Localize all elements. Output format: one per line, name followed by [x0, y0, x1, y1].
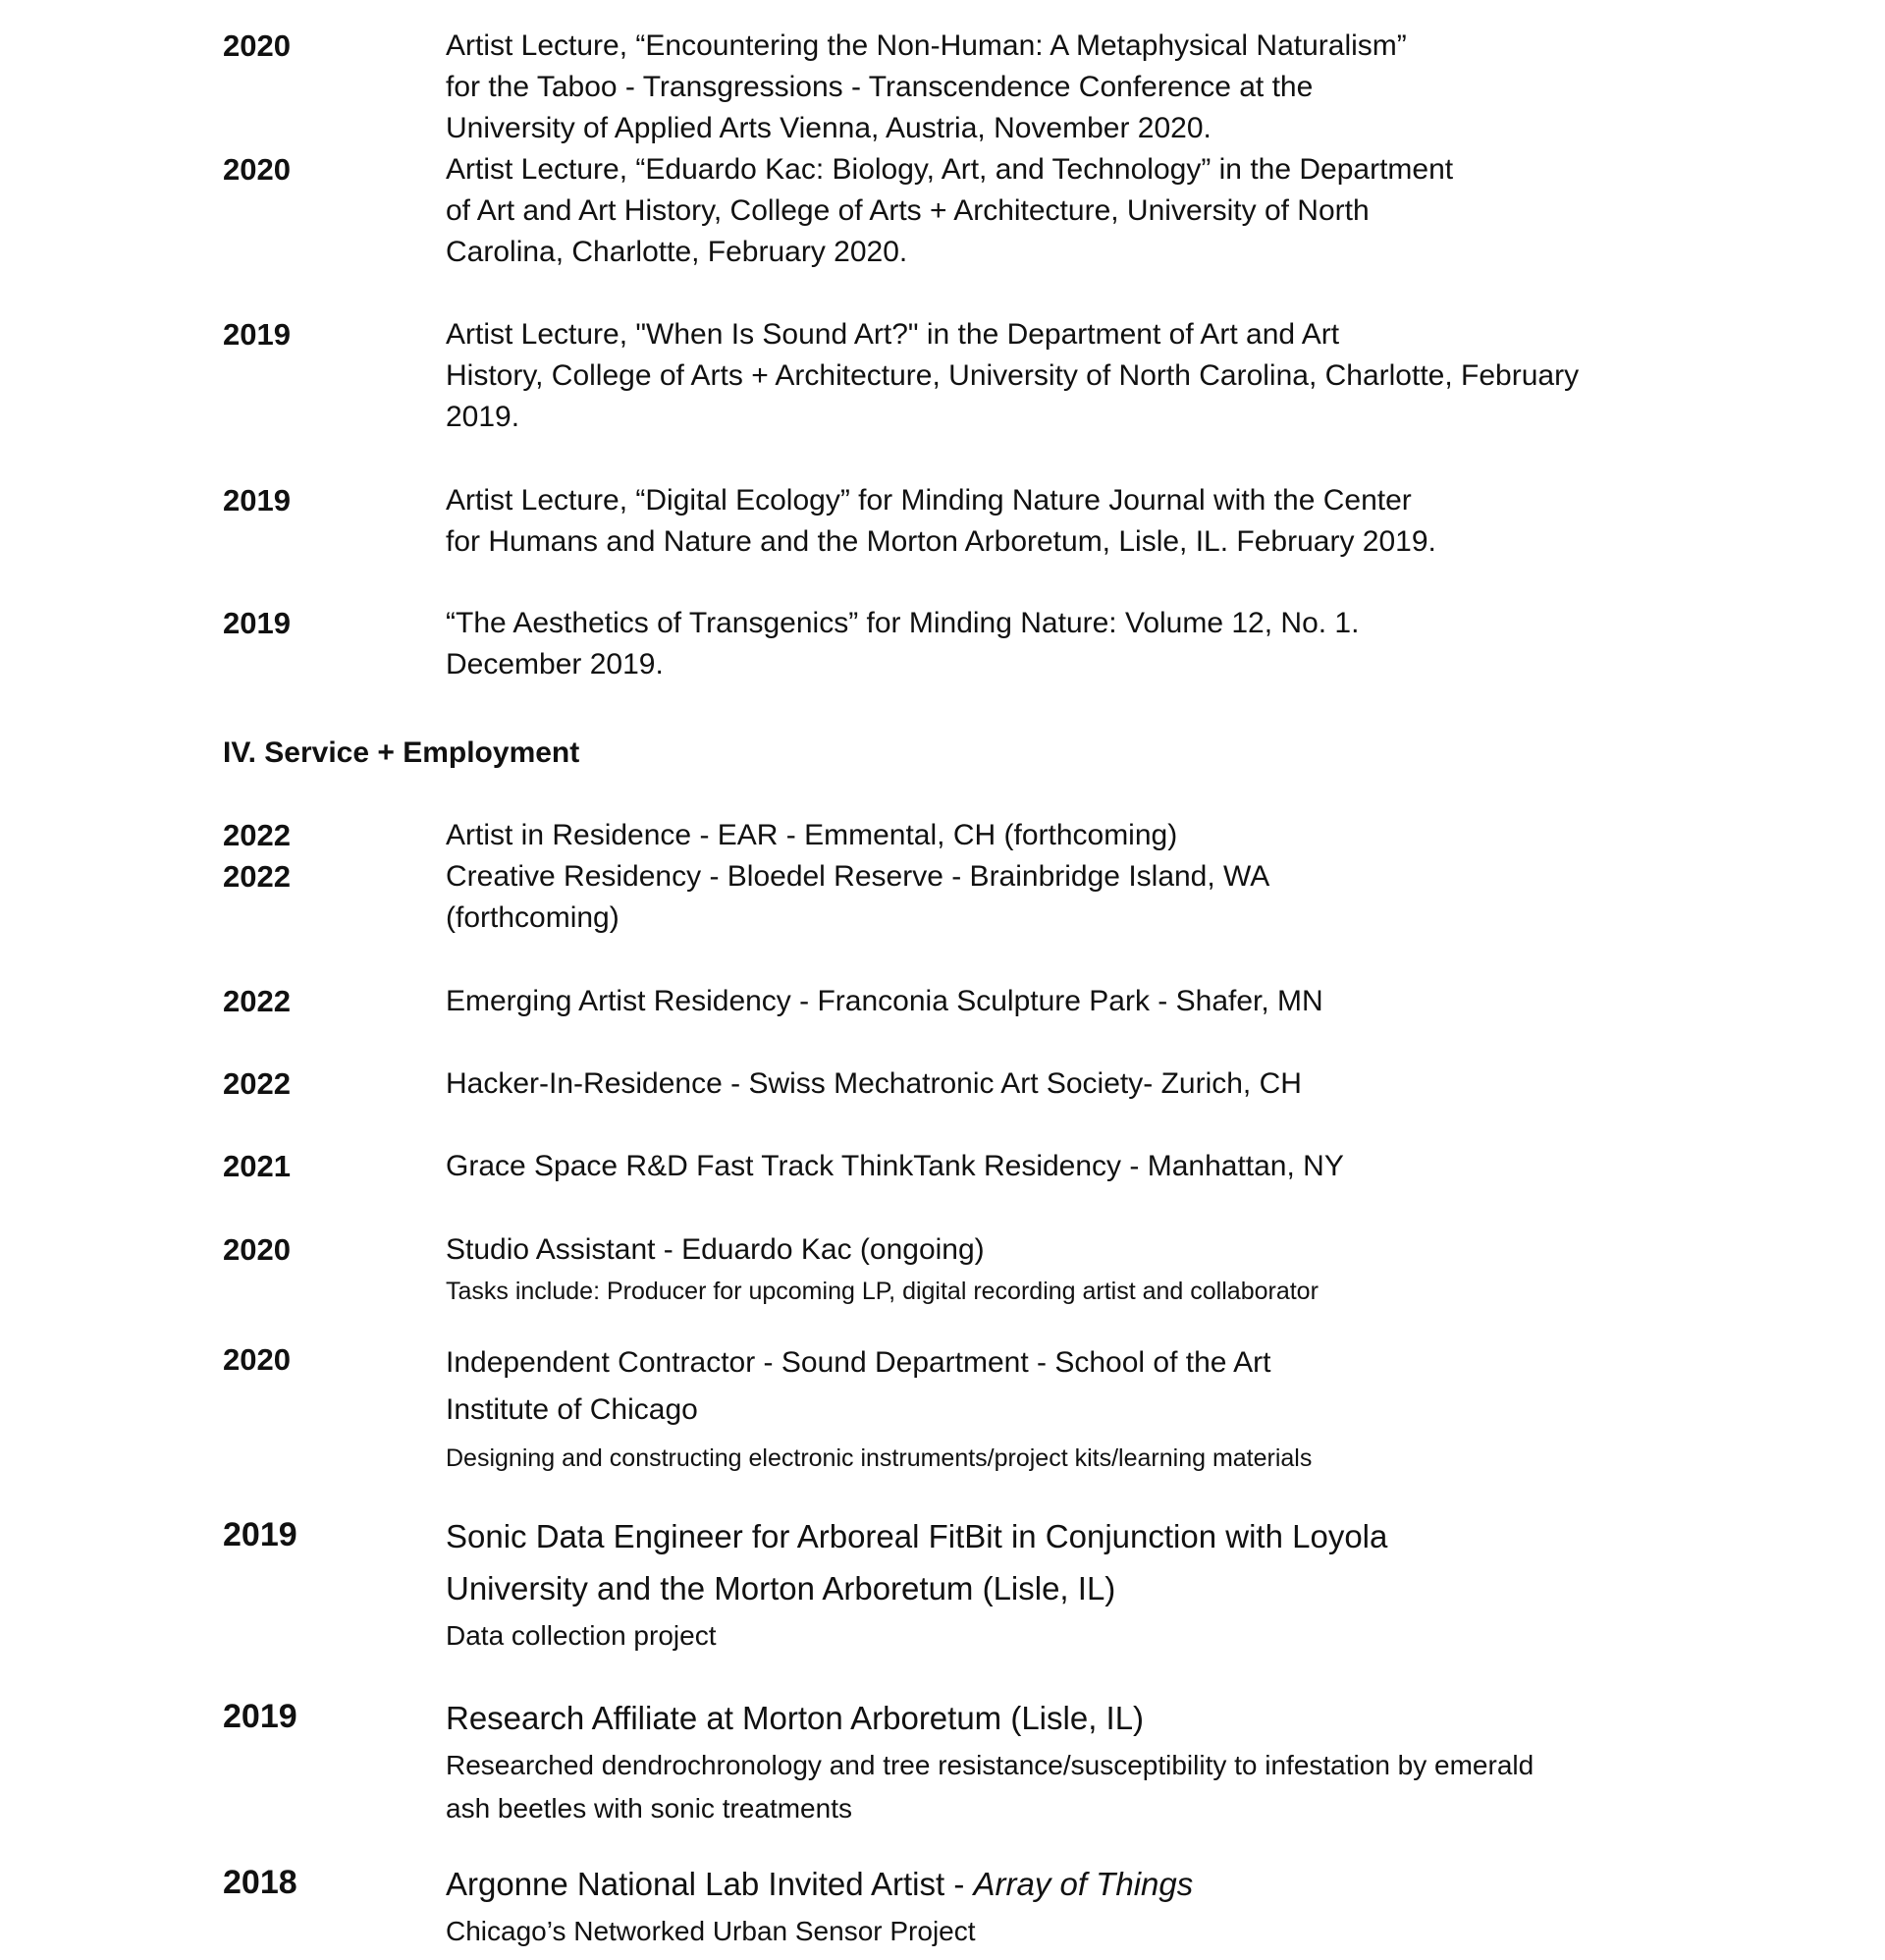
entry-text	[446, 1146, 1712, 1187]
entry-line: Independent Contractor - Sound Department - School of the Art	[446, 1346, 1271, 1379]
entry-text	[446, 1229, 1712, 1312]
entry-year: 2022	[223, 859, 291, 894]
entry-line: “The Aesthetics of Transgenics” for Minding Nature: Volume 12, No. 1.	[446, 607, 1360, 639]
entry-year: 2022	[223, 818, 291, 852]
entry-line: Artist in Residence - EAR - Emmental, CH (forthcoming)	[446, 819, 1178, 851]
entry-line: Creative Residency - Bloedel Reserve - Brainbridge Island, WA	[446, 860, 1270, 893]
entry-line: Artist Lecture, "When Is Sound Art?" in the Department of Art and Art	[446, 318, 1340, 351]
entry-text	[446, 1510, 1712, 1658]
entry-title-prefix: Argonne National Lab Invited Artist -	[446, 1866, 974, 1902]
entry-line: 2019.	[446, 401, 520, 433]
entry-text	[446, 856, 1712, 939]
entry-note: Designing and constructing electronic instruments/project kits/learning materials	[446, 1444, 1313, 1472]
entry-year: 2021	[223, 1149, 291, 1183]
entry-line: Carolina, Charlotte, February 2020.	[446, 236, 908, 268]
entry-year: 2019	[223, 606, 291, 640]
entry-year: 2018	[223, 1864, 297, 1901]
entry-note: Tasks include: Producer for upcoming LP, digital recording artist and collaborator	[446, 1278, 1319, 1305]
entry-line: Grace Space R&D Fast Track ThinkTank Residency - Manhattan, NY	[446, 1150, 1344, 1182]
entry-text	[446, 480, 1712, 563]
entry-year: 2022	[223, 1066, 291, 1101]
section-heading: IV. Service + Employment	[223, 736, 580, 769]
entry-note: Chicago’s Networked Urban Sensor Project	[446, 1916, 976, 1946]
entry-note: ash beetles with sonic treatments	[446, 1793, 852, 1824]
entry-line: Emerging Artist Residency - Franconia Sculpture Park - Shafer, MN	[446, 985, 1323, 1017]
entry-note: Researched dendrochronology and tree resistance/susceptibility to infestation by emerald	[446, 1750, 1535, 1780]
entry-title	[446, 1858, 1712, 1910]
entry-title-italic: Array of Things	[973, 1866, 1194, 1902]
entry-text	[446, 1858, 1712, 1953]
entry-year: 2020	[223, 28, 291, 63]
entry-line: Sonic Data Engineer for Arboreal FitBit in Conjunction with Loyola	[446, 1518, 1388, 1554]
entry-text	[446, 26, 1712, 149]
entry-year: 2020	[223, 1342, 291, 1377]
entry-text	[446, 603, 1712, 685]
entry-line: University and the Morton Arboretum (Lisle, IL)	[446, 1570, 1116, 1606]
entry-line: History, College of Arts + Architecture, University of North Carolina, Charlotte, February	[446, 359, 1580, 392]
entry-line: (forthcoming)	[446, 901, 619, 934]
entry-line: for Humans and Nature and the Morton Arboretum, Lisle, IL. February 2019.	[446, 525, 1436, 558]
entry-line: Artist Lecture, “Digital Ecology” for Minding Nature Journal with the Center	[446, 484, 1412, 517]
entry-line: Institute of Chicago	[446, 1393, 698, 1426]
entry-line: Research Affiliate at Morton Arboretum (Lisle, IL)	[446, 1700, 1145, 1736]
entry-year: 2020	[223, 1232, 291, 1267]
entry-text	[446, 1692, 1712, 1830]
entry-text	[446, 1063, 1712, 1105]
entry-year: 2020	[223, 152, 291, 187]
entry-line: Studio Assistant - Eduardo Kac (ongoing)	[446, 1233, 985, 1266]
entry-year: 2019	[223, 317, 291, 352]
entry-line: for the Taboo - Transgressions - Transcendence Conference at the	[446, 71, 1314, 103]
entry-line: Artist Lecture, “Encountering the Non-Human: A Metaphysical Naturalism”	[446, 29, 1407, 62]
entry-line: University of Applied Arts Vienna, Austria, November 2020.	[446, 112, 1212, 144]
entry-text	[446, 149, 1712, 273]
entry-note: Data collection project	[446, 1620, 717, 1651]
entry-text	[446, 981, 1712, 1022]
entry-year: 2022	[223, 984, 291, 1018]
entry-line: Artist Lecture, “Eduardo Kac: Biology, Art, and Technology” in the Department	[446, 153, 1454, 186]
entry-line: December 2019.	[446, 648, 664, 681]
entry-text	[446, 1339, 1712, 1479]
entry-text	[446, 314, 1712, 438]
entry-year: 2019	[223, 1516, 297, 1553]
entry-year: 2019	[223, 1698, 297, 1735]
entry-line: of Art and Art History, College of Arts + Architecture, University of North	[446, 194, 1370, 227]
entry-text	[446, 815, 1712, 856]
entry-year: 2019	[223, 483, 291, 517]
entry-line: Hacker-In-Residence - Swiss Mechatronic Art Society- Zurich, CH	[446, 1067, 1302, 1100]
